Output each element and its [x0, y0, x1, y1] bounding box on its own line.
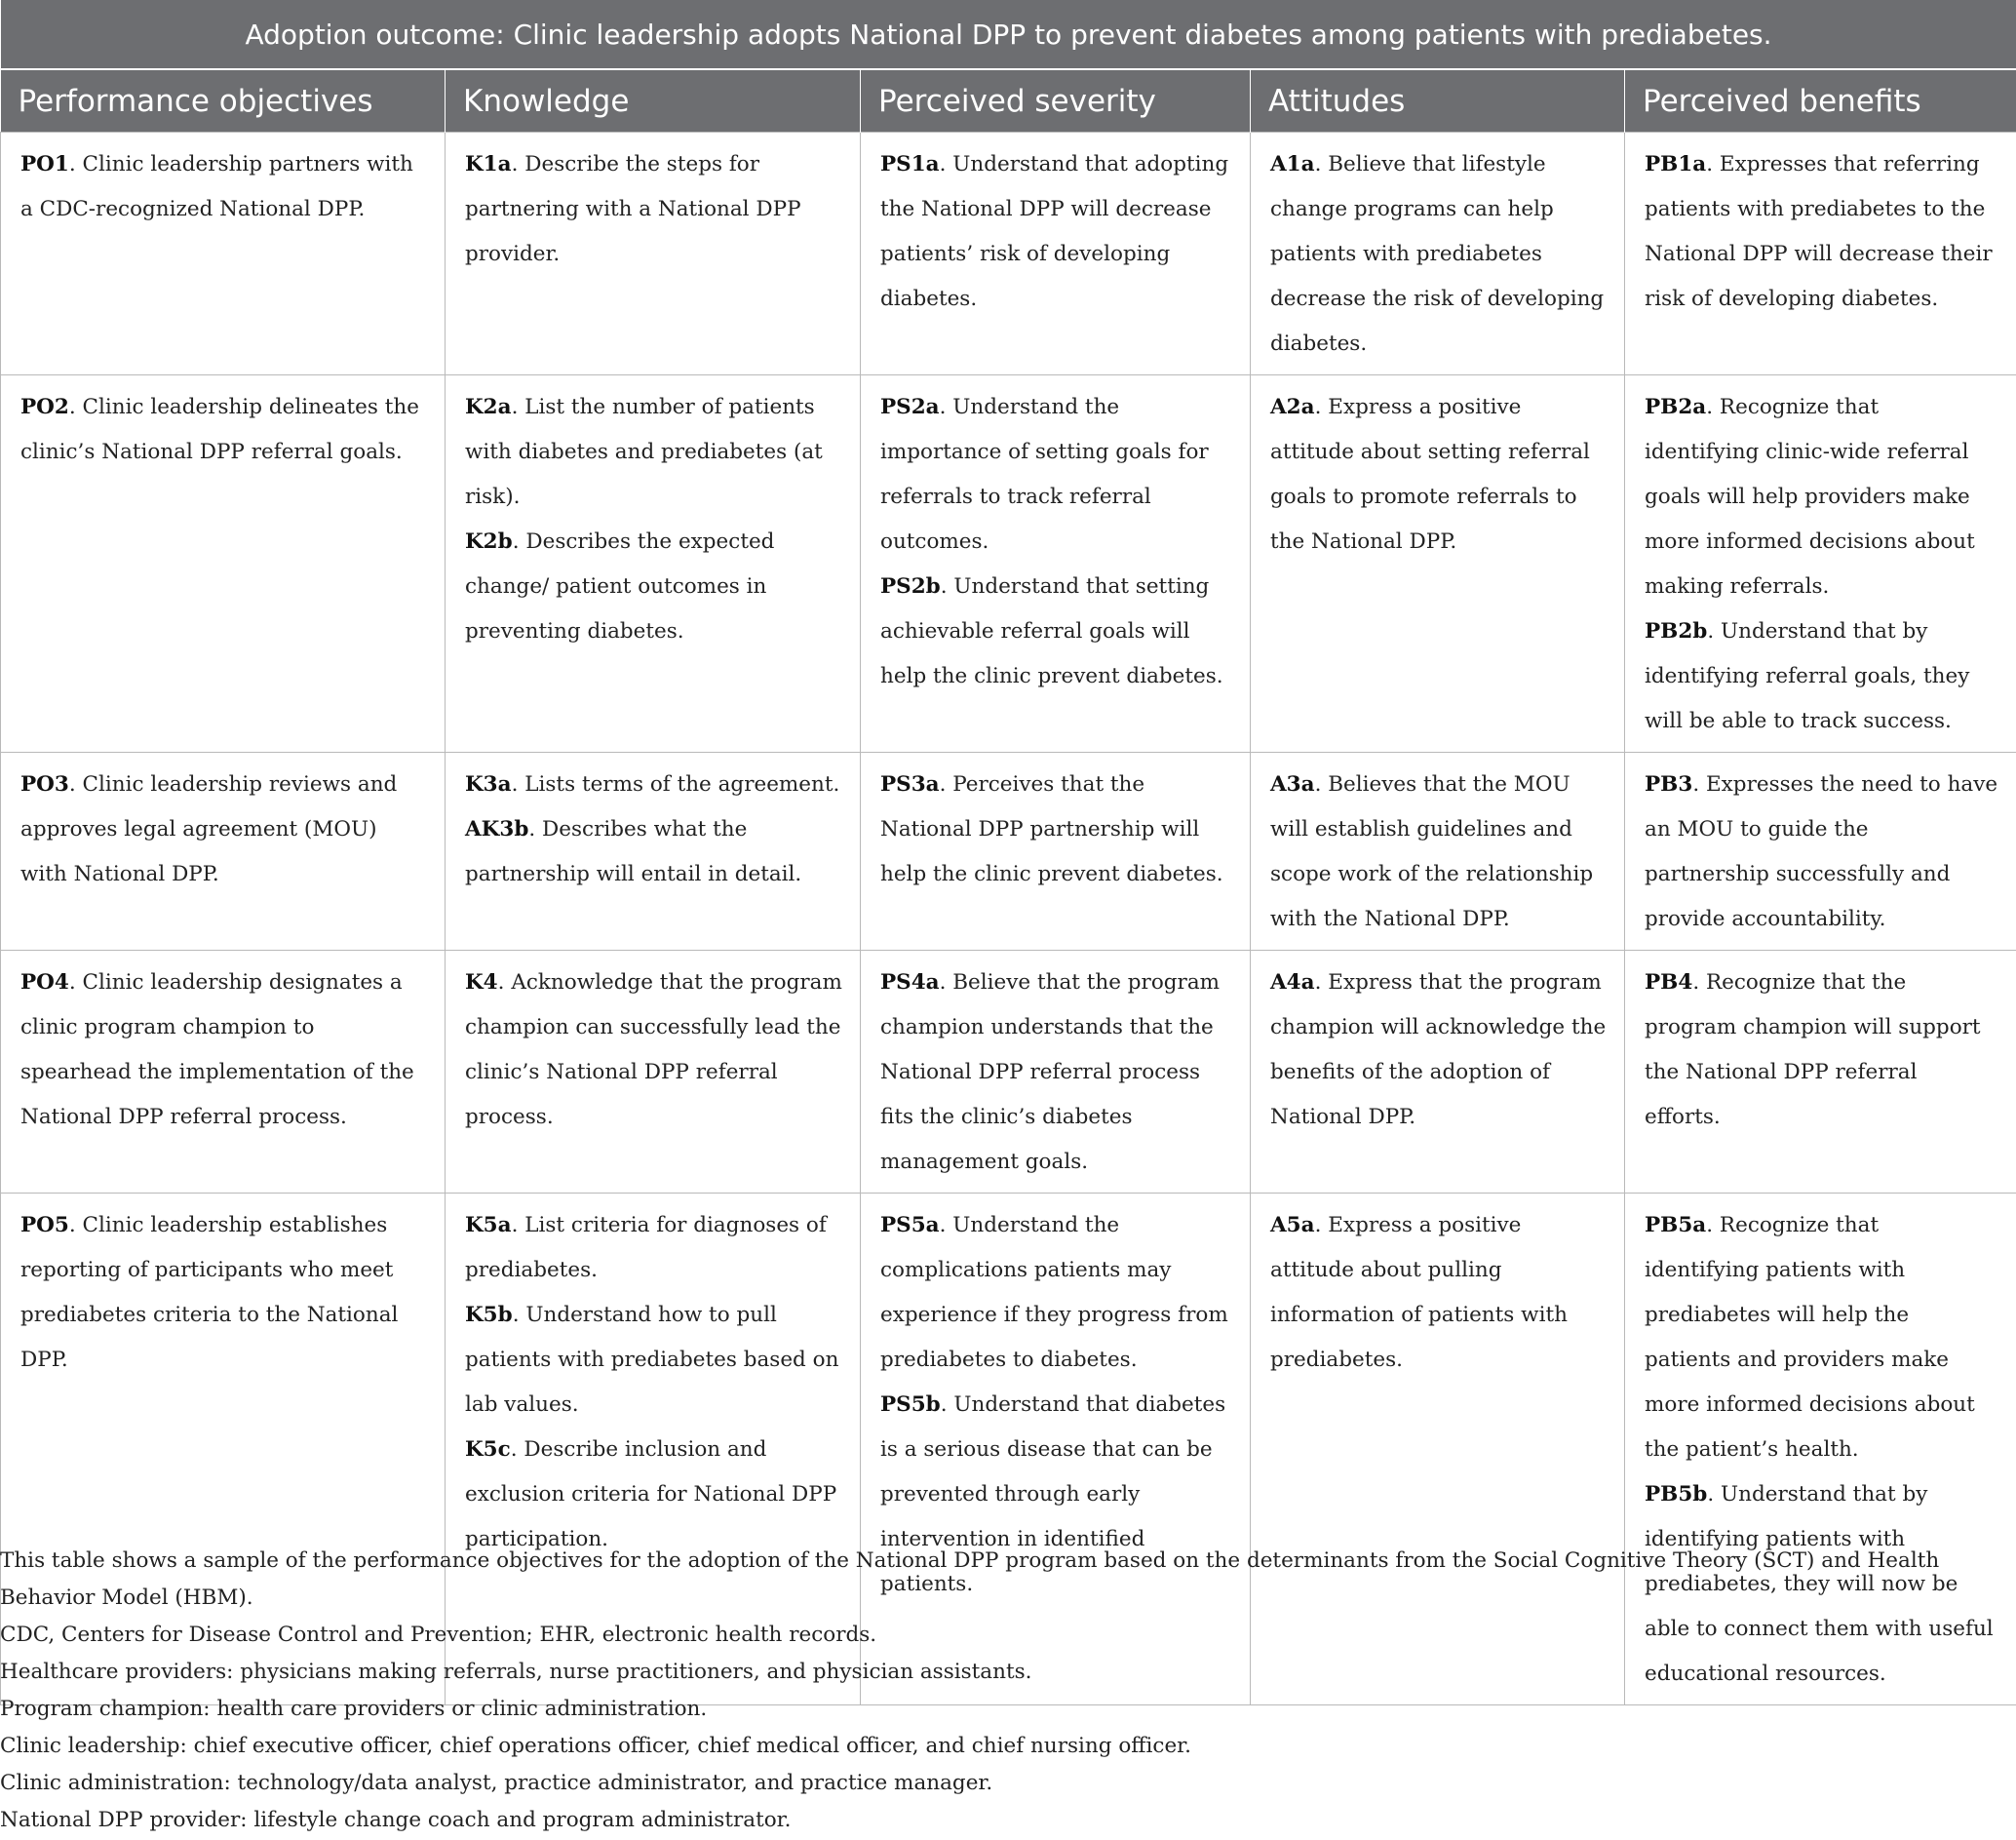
footnote-line: Program champion: health care providers or clinic administration.: [0, 1697, 708, 1721]
entry-text: . Clinic leadership designates a clinic program champion to spearhead the implementation of the National DPP referral process.: [20, 970, 414, 1129]
table-row: [1, 951, 2016, 1194]
entry-code: PO3: [20, 772, 69, 797]
entry-text: . Acknowledge that the program champion can successfully lead the clinic’s National DPP referral process.: [465, 970, 842, 1129]
table-caption: Adoption outcome: Clinic leadership adopts National DPP to prevent diabetes among patients with prediabetes.: [1, 0, 2016, 69]
column-header-attitudes: Attitudes: [1251, 69, 1625, 133]
entry-code: PS4a: [880, 970, 940, 995]
entry-code: PS3a: [880, 772, 940, 797]
cell-entry: [20, 385, 427, 475]
table-row: [1, 753, 2016, 951]
footnote-line: CDC, Centers for Disease Control and Prevention; EHR, electronic health records.: [0, 1623, 877, 1647]
entry-code: K1a: [465, 152, 512, 176]
cell-entry: [465, 385, 842, 520]
knowledge-cell: [446, 753, 861, 951]
cell-entry: [465, 763, 842, 807]
entry-text: . Describes the expected change/ patient outcomes in preventing diabetes.: [465, 529, 775, 644]
cell-entry: [1645, 609, 1998, 744]
entry-code: K5b: [465, 1303, 513, 1327]
entry-text: . List criteria for diagnoses of prediabetes.: [465, 1213, 827, 1282]
knowledge-cell: [446, 133, 861, 375]
column-header-perceived-benefits: Perceived benefits: [1625, 69, 2016, 133]
perceived-benefits-cell: [1625, 133, 2016, 375]
entry-text: . Believe that the program champion understands that the National DPP referral process fits the clinic’s diabetes management goals.: [880, 970, 1221, 1174]
perceived-severity-cell: [861, 133, 1251, 375]
footnote-line: Healthcare providers: physicians making referrals, nurse practitioners, and physician assistants.: [0, 1660, 1032, 1684]
entry-code: K3a: [465, 772, 512, 797]
column-header-perceived-severity: Perceived severity: [861, 69, 1251, 133]
performance-objective-cell: [1, 133, 446, 375]
entry-text: . Describe inclusion and exclusion criteria for National DPP participation.: [465, 1437, 837, 1551]
entry-text: . Believe that lifestyle change programs can help patients with prediabetes decrease the risk of developing diabetes.: [1270, 152, 1605, 356]
entry-text: . Recognize that identifying patients with prediabetes will help the patients and providers make more informed decisions about the patient’s health.: [1645, 1213, 1975, 1462]
attitudes-cell: [1251, 375, 1625, 753]
table-footnotes: [0, 1543, 2016, 1839]
entry-code: PO5: [20, 1213, 69, 1237]
cell-entry: [880, 385, 1232, 565]
entry-code: K5c: [465, 1437, 511, 1462]
attitudes-cell: [1251, 133, 1625, 375]
footnote-line: This table shows a sample of the performance objectives for the adoption of the National DPP program based on the determinants from the Social Cognitive Theory (SCT) and Health: [0, 1548, 1940, 1573]
entry-code: K5a: [465, 1213, 512, 1237]
entry-code: A2a: [1270, 395, 1315, 419]
entry-code: K2a: [465, 395, 512, 419]
knowledge-cell: [446, 951, 861, 1194]
cell-entry: [465, 960, 842, 1140]
cell-entry: [880, 960, 1232, 1185]
cell-entry: [880, 763, 1232, 897]
entry-code: A5a: [1270, 1213, 1315, 1237]
cell-entry: [1270, 1203, 1607, 1383]
column-header-knowledge: Knowledge: [446, 69, 861, 133]
table-caption-row: [1, 0, 2016, 69]
cell-entry: [465, 142, 842, 277]
table-body: [1, 133, 2016, 1705]
entry-text: . Understand how to pull patients with prediabetes based on lab values.: [465, 1303, 839, 1417]
cell-entry: [465, 520, 842, 654]
performance-objective-cell: [1, 753, 446, 951]
cell-entry: [1645, 763, 1998, 942]
entry-text: . Clinic leadership partners with a CDC-recognized National DPP.: [20, 152, 413, 221]
entry-text: . Understand the complications patients may experience if they progress from prediabetes to diabetes.: [880, 1213, 1228, 1372]
table-row: [1, 133, 2016, 375]
entry-text: . Expresses the need to have an MOU to guide the partnership successfully and provide accountability.: [1645, 772, 1998, 931]
entry-text: . Understand that adopting the National DPP will decrease patients’ risk of developing diabetes.: [880, 152, 1229, 311]
entry-text: . Express a positive attitude about pulling information of patients with prediabetes.: [1270, 1213, 1568, 1372]
cell-entry: [20, 763, 427, 897]
cell-entry: [1645, 1203, 1998, 1472]
perceived-benefits-cell: [1625, 753, 2016, 951]
cell-entry: [20, 1203, 427, 1383]
perceived-severity-cell: [861, 753, 1251, 951]
entry-code: PS5a: [880, 1213, 940, 1237]
entry-text: . Perceives that the National DPP partnership will help the clinic prevent diabetes.: [880, 772, 1223, 886]
entry-text: . Understand that by identifying referral goals, they will be able to track success.: [1645, 619, 1970, 733]
entry-code: PB5b: [1645, 1482, 1708, 1507]
cell-entry: [465, 1203, 842, 1293]
entry-text: . Understand that diabetes is a serious disease that can be prevented through early intervention in identified patients.: [880, 1392, 1226, 1596]
entry-text: . Recognize that identifying clinic-wide referral goals will help providers make more informed decisions about making referrals.: [1645, 395, 1975, 599]
entry-code: PO4: [20, 970, 69, 995]
attitudes-cell: [1251, 951, 1625, 1194]
entry-text: . Express that the program champion will acknowledge the benefits of the adoption of National DPP.: [1270, 970, 1607, 1129]
entry-text: . Understand that by identifying patients with prediabetes, they will now be able to connect them with useful educational resources.: [1645, 1482, 1994, 1686]
entry-code: PS2b: [880, 574, 941, 599]
entry-code: A3a: [1270, 772, 1315, 797]
entry-text: . Lists terms of the agreement.: [511, 772, 840, 797]
entry-code: PS1a: [880, 152, 940, 176]
entry-text: . Clinic leadership establishes reporting of participants who meet prediabetes criteria to the National DPP.: [20, 1213, 399, 1372]
cell-entry: [880, 142, 1232, 322]
cell-entry: [1645, 960, 1998, 1140]
footnote-line: Clinic leadership: chief executive officer, chief operations officer, chief medical officer, and chief nursing officer.: [0, 1734, 1191, 1758]
entry-text: . Understand that setting achievable referral goals will help the clinic prevent diabetes.: [880, 574, 1223, 688]
cell-entry: [1270, 385, 1607, 565]
footnote-line: National DPP provider: lifestyle change coach and program administrator.: [0, 1808, 792, 1832]
entry-code: PO1: [20, 152, 69, 176]
performance-objective-cell: [1, 951, 446, 1194]
entry-code: A1a: [1270, 152, 1315, 176]
cell-entry: [465, 1293, 842, 1428]
entry-code: PB2b: [1645, 619, 1708, 644]
entry-text: . Expresses that referring patients with prediabetes to the National DPP will decrease their risk of developing diabetes.: [1645, 152, 1993, 311]
entry-code: K4: [465, 970, 498, 995]
footnote-line: Clinic administration: technology/data analyst, practice administrator, and practice manager.: [0, 1771, 993, 1795]
entry-text: . Believes that the MOU will establish guidelines and scope work of the relationship with the National DPP.: [1270, 772, 1594, 931]
entry-code: PO2: [20, 395, 69, 419]
cell-entry: [465, 807, 842, 897]
cell-entry: [880, 1203, 1232, 1383]
cell-entry: [1270, 142, 1607, 367]
perceived-severity-cell: [861, 951, 1251, 1194]
cell-entry: [20, 142, 427, 232]
entry-text: . Clinic leadership reviews and approves legal agreement (MOU) with National DPP.: [20, 772, 398, 886]
knowledge-cell: [446, 375, 861, 753]
entry-text: . Clinic leadership delineates the clinic’s National DPP referral goals.: [20, 395, 419, 464]
entry-code: K2b: [465, 529, 513, 554]
column-header-performance-objectives: Performance objectives: [1, 69, 446, 133]
cell-entry: [20, 960, 427, 1140]
entry-code: AK3b: [465, 817, 529, 842]
entry-text: . Describe the steps for partnering with a National DPP provider.: [465, 152, 801, 266]
column-header-row: [1, 69, 2016, 133]
footnote-line: Behavior Model (HBM).: [0, 1586, 253, 1610]
cell-entry: [1645, 142, 1998, 322]
entry-text: . Express a positive attitude about setting referral goals to promote referrals to the National DPP.: [1270, 395, 1590, 554]
entry-code: PB5a: [1645, 1213, 1707, 1237]
cell-entry: [880, 565, 1232, 699]
entry-text: . Recognize that the program champion will support the National DPP referral efforts.: [1645, 970, 1981, 1129]
cell-entry: [1645, 385, 1998, 609]
entry-text: . Understand the importance of setting goals for referrals to track referral outcomes.: [880, 395, 1209, 554]
attitudes-cell: [1251, 753, 1625, 951]
entry-code: A4a: [1270, 970, 1315, 995]
perceived-benefits-cell: [1625, 951, 2016, 1194]
entry-text: . List the number of patients with diabetes and prediabetes (at risk).: [465, 395, 823, 509]
entry-code: PB4: [1645, 970, 1693, 995]
table-row: [1, 375, 2016, 753]
performance-objective-cell: [1, 375, 446, 753]
entry-code: PS5b: [880, 1392, 941, 1417]
entry-text: . Describes what the partnership will entail in detail.: [465, 817, 802, 886]
entry-code: PS2a: [880, 395, 940, 419]
entry-code: PB3: [1645, 772, 1693, 797]
entry-code: PB2a: [1645, 395, 1707, 419]
entry-code: PB1a: [1645, 152, 1707, 176]
cell-entry: [1270, 763, 1607, 942]
perceived-severity-cell: [861, 375, 1251, 753]
perceived-benefits-cell: [1625, 375, 2016, 753]
cell-entry: [1270, 960, 1607, 1140]
